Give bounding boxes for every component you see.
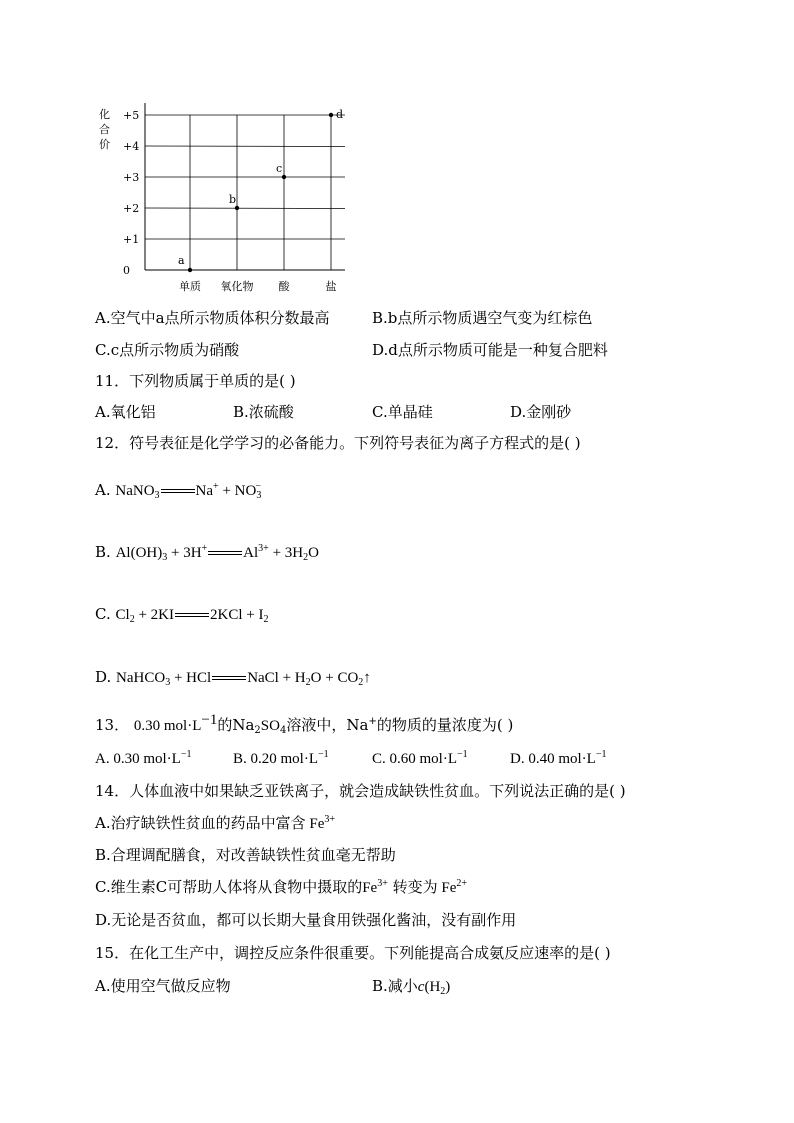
- q11-stem: 11．下列物质属于单质的是( ): [95, 372, 296, 390]
- y-tick-label: 0: [123, 264, 130, 277]
- q12-stem: 12．符号表征是化学学习的必备能力。下列符号表征为离子方程式的是( ): [95, 434, 581, 452]
- point-label-d: d: [336, 108, 344, 121]
- q10-option-d: D.d点所示物质可能是一种复合肥料: [372, 341, 608, 359]
- y-tick-label: +3: [123, 171, 140, 184]
- q11-option-b: B.浓硫酸: [233, 403, 294, 421]
- q10-option-b: B.b点所示物质遇空气变为红棕色: [372, 309, 593, 327]
- q13-option-d: D. 0.40 $mol\cdot L^{-1}$: [510, 749, 607, 767]
- figure-grid: [145, 103, 345, 270]
- q13-option-c: C. 0.60 $mol\cdot L^{-1}$: [372, 749, 468, 767]
- q12-option-b: B. $Al(OH)_3 + 3H^+$ $Al^{3+} + 3H_2O$: [95, 543, 319, 563]
- q14-option-d: D.无论是否贫血，都可以长期大量食用铁强化酱油，没有副作用: [95, 911, 517, 929]
- y-tick-label: +2: [123, 202, 140, 215]
- figure-x-ticks: [179, 279, 337, 293]
- q15-option-a: A.使用空气做反应物: [95, 977, 231, 995]
- q15-stem: 15．在化工生产中，调控反应条件很重要。下列能提高合成氨反应速率的是( ): [95, 944, 611, 962]
- y-label-char: 价: [99, 138, 110, 151]
- q12-option-a: A. NaNO$_3$ $Na^+ + NO_3^-$: [95, 481, 262, 501]
- figure-points: [178, 108, 343, 272]
- q14-option-b: B.合理调配膳食，对改善缺铁性贫血毫无帮助: [95, 846, 396, 864]
- q14-option-c: C.维生素C可帮助人体将从食物中摄取的$Fe^{3+}$ 转变为 $Fe^{2+}$: [95, 878, 468, 896]
- figure-y-ticks: [123, 109, 139, 277]
- grid-line-h: [145, 208, 345, 209]
- point-d: [329, 113, 333, 117]
- figure-y-label: [99, 107, 110, 151]
- x-tick-label: 酸: [278, 280, 290, 293]
- q11-option-a: A.氧化铝: [95, 403, 156, 421]
- q10-option-c: C.c点所示物质为硝酸: [95, 341, 240, 359]
- q13-option-b: B. 0.20 $mol\cdot L^{-1}$: [233, 749, 329, 767]
- y-label-char: 化: [99, 108, 110, 121]
- x-tick-label: 盐: [325, 280, 337, 293]
- q13-stem: 13． 0.30 $mol\cdot L^{-1}$的$Na_2SO_4$溶液中，Na+的物质的量浓度为( ): [95, 712, 514, 736]
- q14-stem: 14．人体血液中如果缺乏亚铁离子，就会造成缺铁性贫血。下列说法正确的是( ): [95, 782, 626, 800]
- y-tick-label: +1: [123, 233, 140, 246]
- point-label-c: c: [276, 162, 283, 175]
- x-tick-label: 氧化物: [220, 280, 254, 293]
- q14-option-a: A.治疗缺铁性贫血的药品中富含 $Fe^{3+}$: [95, 814, 335, 832]
- q11-option-d: D.金刚砂: [510, 403, 572, 421]
- point-label-b: b: [229, 193, 237, 206]
- q15-option-b: B.减小$c(H_2)$: [372, 977, 451, 997]
- valence-category-figure: [95, 96, 355, 296]
- point-b: [235, 206, 239, 210]
- q11-option-c: C.单晶硅: [372, 403, 433, 421]
- q12-option-c: C. $Cl_2 + 2KI$ $2KCl + I_2$: [95, 605, 269, 625]
- grid-line-h: [145, 146, 345, 147]
- q13-option-a: A. 0.30 $mol\cdot L^{-1}$: [95, 749, 192, 767]
- q10-option-a: A.空气中a点所示物质体积分数最高: [95, 309, 330, 327]
- point-a: [188, 268, 192, 272]
- point-c: [282, 175, 286, 179]
- x-tick-label: 单质: [179, 280, 201, 293]
- y-label-char: 合: [99, 123, 110, 136]
- q12-option-d: D. NaHCO$_3$ + HCl NaCl + $H_2O$ + $CO_2↑$: [95, 668, 371, 688]
- point-label-a: a: [178, 254, 185, 267]
- y-tick-label: +5: [123, 109, 140, 122]
- y-tick-label: +4: [123, 140, 140, 153]
